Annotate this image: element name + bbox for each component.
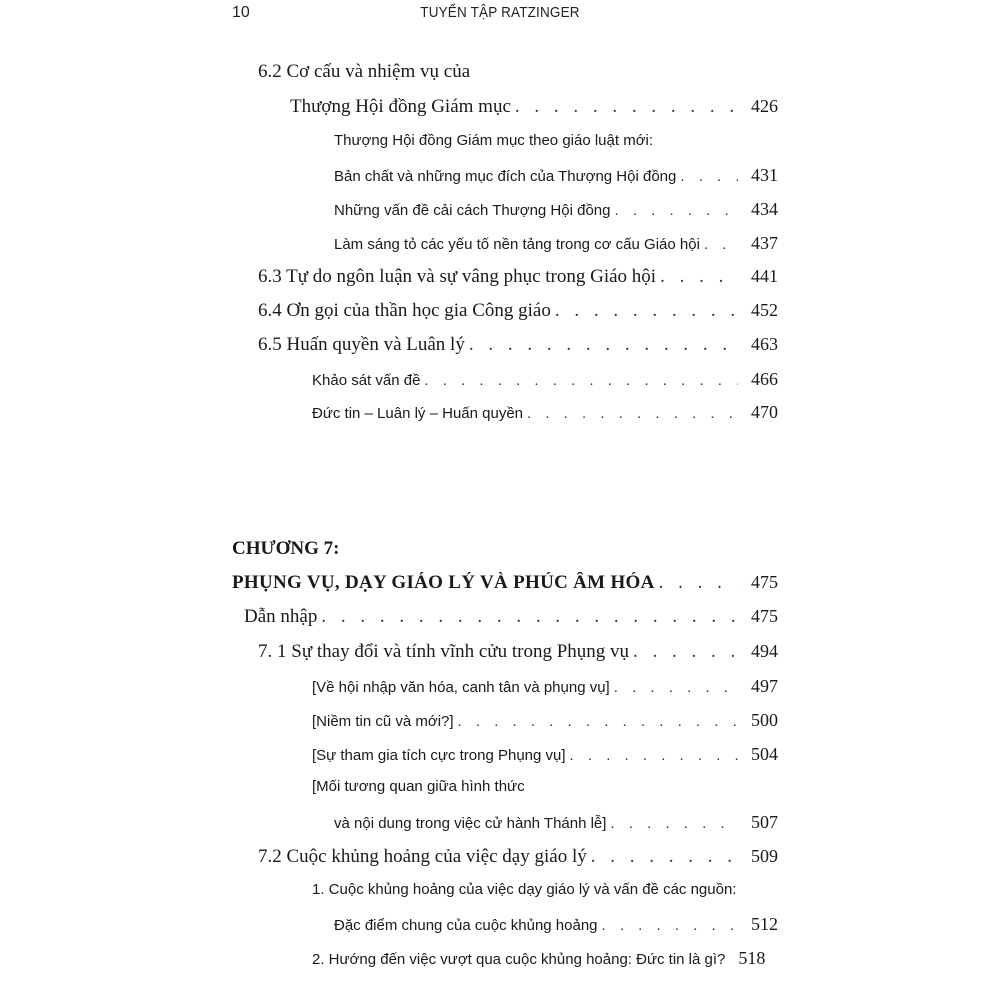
toc-entry-title: 6.4 Ơn gọi của thần học gia Công giáo [258,300,551,321]
toc-entry-title: 6.5 Huấn quyền và Luân lý [258,334,465,355]
toc-entry-title: Khảo sát vấn đề [312,372,421,389]
toc-page-number: 497 [751,676,778,696]
toc-entry-6-5 [258,334,778,356]
toc-page-number: 463 [751,334,778,354]
toc-entry-title: [Niềm tin cũ và mới?] [312,713,454,730]
toc-entry-title: Đặc điểm chung của cuộc khủng hoảng [334,917,598,934]
chapter-title [232,572,778,594]
toc-entry-title: Làm sáng tỏ các yếu tố nền tảng trong cơ cấu Giáo hội [334,236,700,253]
toc-entry-6-2-line1: 6.2 Cơ cấu và nhiệm vụ của [258,61,471,82]
toc-subentry-6-2-1 [334,165,778,186]
toc-entry-7-2 [258,846,778,868]
dot-leader [527,405,738,422]
toc-subentry-6-5-2 [312,402,778,423]
toc-page-number: 441 [751,266,778,286]
toc-entry-6-2 [290,96,778,118]
toc-subentry-7-1-4-line1: [Mối tương quan giữa hình thức [312,778,525,795]
toc-page-number: 512 [751,914,778,934]
toc-entry-intro [244,606,778,628]
dot-leader [424,372,738,389]
toc-entry-title: 7.2 Cuộc khủng hoảng của việc dạy giáo lý [258,846,587,867]
toc-page-number: 504 [751,744,778,764]
toc-page-number: 509 [751,846,778,866]
toc-subentry-7-2-1 [334,914,778,935]
toc-entry-title: Dẫn nhập [244,606,318,627]
chapter-label: CHƯƠNG 7: [232,538,340,559]
dot-leader [614,202,738,219]
dot-leader [515,96,738,118]
dot-leader [458,713,738,730]
toc-entry-title: [Về hội nhập văn hóa, canh tân và phụng vụ] [312,679,610,696]
dot-leader [614,679,738,696]
toc-page-number: 470 [751,402,778,422]
toc-page-number: 431 [751,165,778,185]
toc-subentry-6-5-1 [312,369,778,390]
dot-leader [704,236,738,253]
toc-page-number: 494 [751,641,778,661]
toc-subentry-6-2-2 [334,199,778,220]
toc-subentry-6-2-1-line1: Thượng Hội đồng Giám mục theo giáo luật mới: [334,132,654,149]
toc-entry-title: 7. 1 Sự thay đổi và tính vĩnh cửu trong Phụng vụ [258,641,630,662]
toc-page-number: 518 [738,948,766,968]
toc-page-number: 507 [751,812,778,832]
toc-entry-6-3 [258,266,778,288]
dot-leader [591,846,738,868]
toc-entry-title: Những vấn đề cải cách Thượng Hội đồng [334,202,611,219]
toc-subentry-7-1-4 [334,812,778,833]
toc-subentry-7-1-1 [312,676,778,697]
toc-page-number: 475 [751,572,778,592]
toc-subentry-7-2-2 [312,948,778,969]
toc-entry-title: 6.3 Tự do ngôn luận và sự vâng phục trong Giáo hội [258,266,657,287]
dot-leader [633,641,738,663]
dot-leader [659,572,738,594]
toc-subentry-6-2-3 [334,233,778,254]
dot-leader [660,266,738,288]
toc-entry-6-4 [258,300,778,322]
toc-page-number: 500 [751,710,778,730]
toc-entry-title: Bản chất và những mục đích của Thượng Hội đồng [334,168,677,185]
toc-entry-title: Đức tin – Luân lý – Huấn quyền [312,405,524,422]
toc-entry-title: Thượng Hội đồng Giám mục [290,96,511,117]
dot-leader [610,815,738,832]
toc-page-number: 434 [751,199,778,219]
dot-leader [680,168,738,185]
dot-leader [602,917,738,934]
toc-entry-7-1 [258,641,778,663]
toc-page-number: 452 [751,300,778,320]
toc-entry-title: 2. Hướng đến việc vượt qua cuộc khủng hoảng: Đức tin là gì? [312,951,726,968]
toc-entry-title: và nội dung trong việc cử hành Thánh lễ] [334,815,607,832]
toc-entry-title: PHỤNG VỤ, DẠY GIÁO LÝ VÀ PHÚC ÂM HÓA [232,572,655,593]
toc-page-number: 437 [751,233,778,253]
toc-page-number: 475 [751,606,778,626]
dot-leader [555,300,738,322]
toc-subentry-7-1-2 [312,710,778,731]
toc-subentry-7-1-3 [312,744,778,765]
toc-subentry-7-2-1-line1: 1. Cuộc khủng hoảng của việc dạy giáo lý và vấn đề các nguồn: [312,881,737,898]
dot-leader [469,334,738,356]
toc-page-number: 426 [751,96,778,116]
dot-leader [321,606,738,628]
toc-entry-title: [Sự tham gia tích cực trong Phụng vụ] [312,747,566,764]
page-number: 10 [232,4,250,21]
running-header: TUYỂN TẬP RATZINGER [420,4,580,21]
dot-leader [570,747,738,764]
toc-page-number: 466 [751,369,778,389]
